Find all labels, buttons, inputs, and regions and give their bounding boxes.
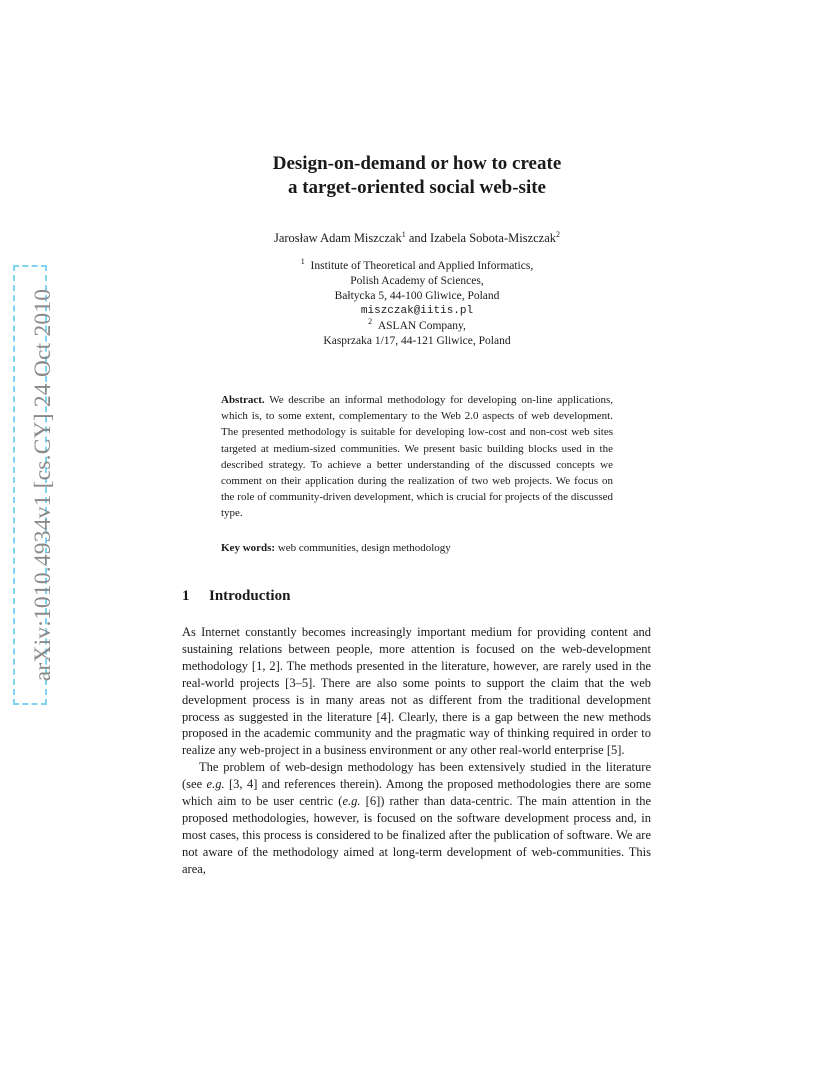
aff-1-mark: 1 <box>300 257 305 267</box>
aff-2-mark: 2 <box>368 317 373 327</box>
aff-1-line-2: Polish Academy of Sciences, <box>350 275 484 287</box>
paragraph-2-eg-1: e.g. <box>206 777 225 792</box>
paper-title <box>0 152 828 200</box>
paragraph-1: As Internet constantly becomes increasingly important medium for providing content and sustaining relations between people, more attention is focused on the web-development methodology [1, 2]. The methods presented in the literature, however, are rarely used in the real-world projects [3–5]. There are also some points to support the claim that the web development process is in many areas not as different from the traditional development process as suggested in the literature [4]. Clearly, there is a gap between the new methods proposed in the academic community and the pragmatic way of thinking required in order to realize any web-project in a business environment or any other real-world enterprise [5]. <box>182 625 651 758</box>
keywords-text: web communities, design methodology <box>277 542 451 554</box>
abstract <box>221 392 613 522</box>
section-number: 1 <box>182 588 190 604</box>
keywords-label: Key words: <box>221 542 276 554</box>
abstract-text: We describe an informal methodology for developing on-line applications, which is, to some extent, complementary to the Web 2.0 aspects of web development. The presented methodology is suitable for developing low-cost and non-cost web sites targeted at medium-sized communities. We present basic building blocks used in the described strategy. To achieve a better understanding of the discussed concepts we comment on their application during the realization of two web projects. We focus on the role of community-driven development, which is crucial for projects of the discussed type. <box>221 394 613 520</box>
paragraph-2 <box>182 759 651 877</box>
aff-1-line-3: Bałtycka 5, 44-100 Gliwice, Poland <box>334 290 500 302</box>
title-line-2: a target-oriented social web-site <box>287 177 546 198</box>
aff-2-line-2: Kasprzaka 1/17, 44-121 Gliwice, Poland <box>323 335 511 347</box>
introduction-body <box>182 624 651 878</box>
aff-1-line-1: Institute of Theoretical and Applied Informatics, <box>310 260 534 272</box>
paragraph-2-part-c: [6]) rather than data-centric. The main attention in the proposed methodologies, however, is focused on the software development process and, in most cases, this process is considered to be finalized after the publication of software. We are not aware of the methodology aimed at long-term development of web-communities. This area, <box>182 794 651 876</box>
arxiv-stamp: arXiv:1010.4934v1 [cs.CY] 24 Oct 2010 <box>30 288 56 682</box>
affiliations <box>0 259 828 349</box>
section-title: Introduction <box>209 588 291 604</box>
paragraph-2-eg-2: e.g. <box>342 794 361 809</box>
aff-1-email[interactable]: miszczak@iitis.pl <box>360 305 474 317</box>
abstract-label: Abstract. <box>221 394 265 406</box>
author-2-mark: 2 <box>556 229 561 239</box>
paragraph-2-part-b: [3, 4] and references therein). Among the proposed methodologies there are some which aim to be user centric ( <box>182 777 652 809</box>
aff-2-line-1: ASLAN Company, <box>377 320 466 332</box>
author-1: Jarosław Adam Miszczak <box>273 231 402 245</box>
keywords <box>221 542 613 554</box>
author-1-mark: 1 <box>401 229 406 239</box>
section-heading <box>182 588 290 605</box>
authors <box>0 231 828 246</box>
paragraph-2-part-a: The problem of web-design methodology has been extensively studied in the literature (see <box>182 760 651 792</box>
title-line-1: Design-on-demand or how to create <box>272 153 562 174</box>
author-separator: and <box>405 231 431 245</box>
author-2: Izabela Sobota-Miszczak <box>430 231 557 245</box>
